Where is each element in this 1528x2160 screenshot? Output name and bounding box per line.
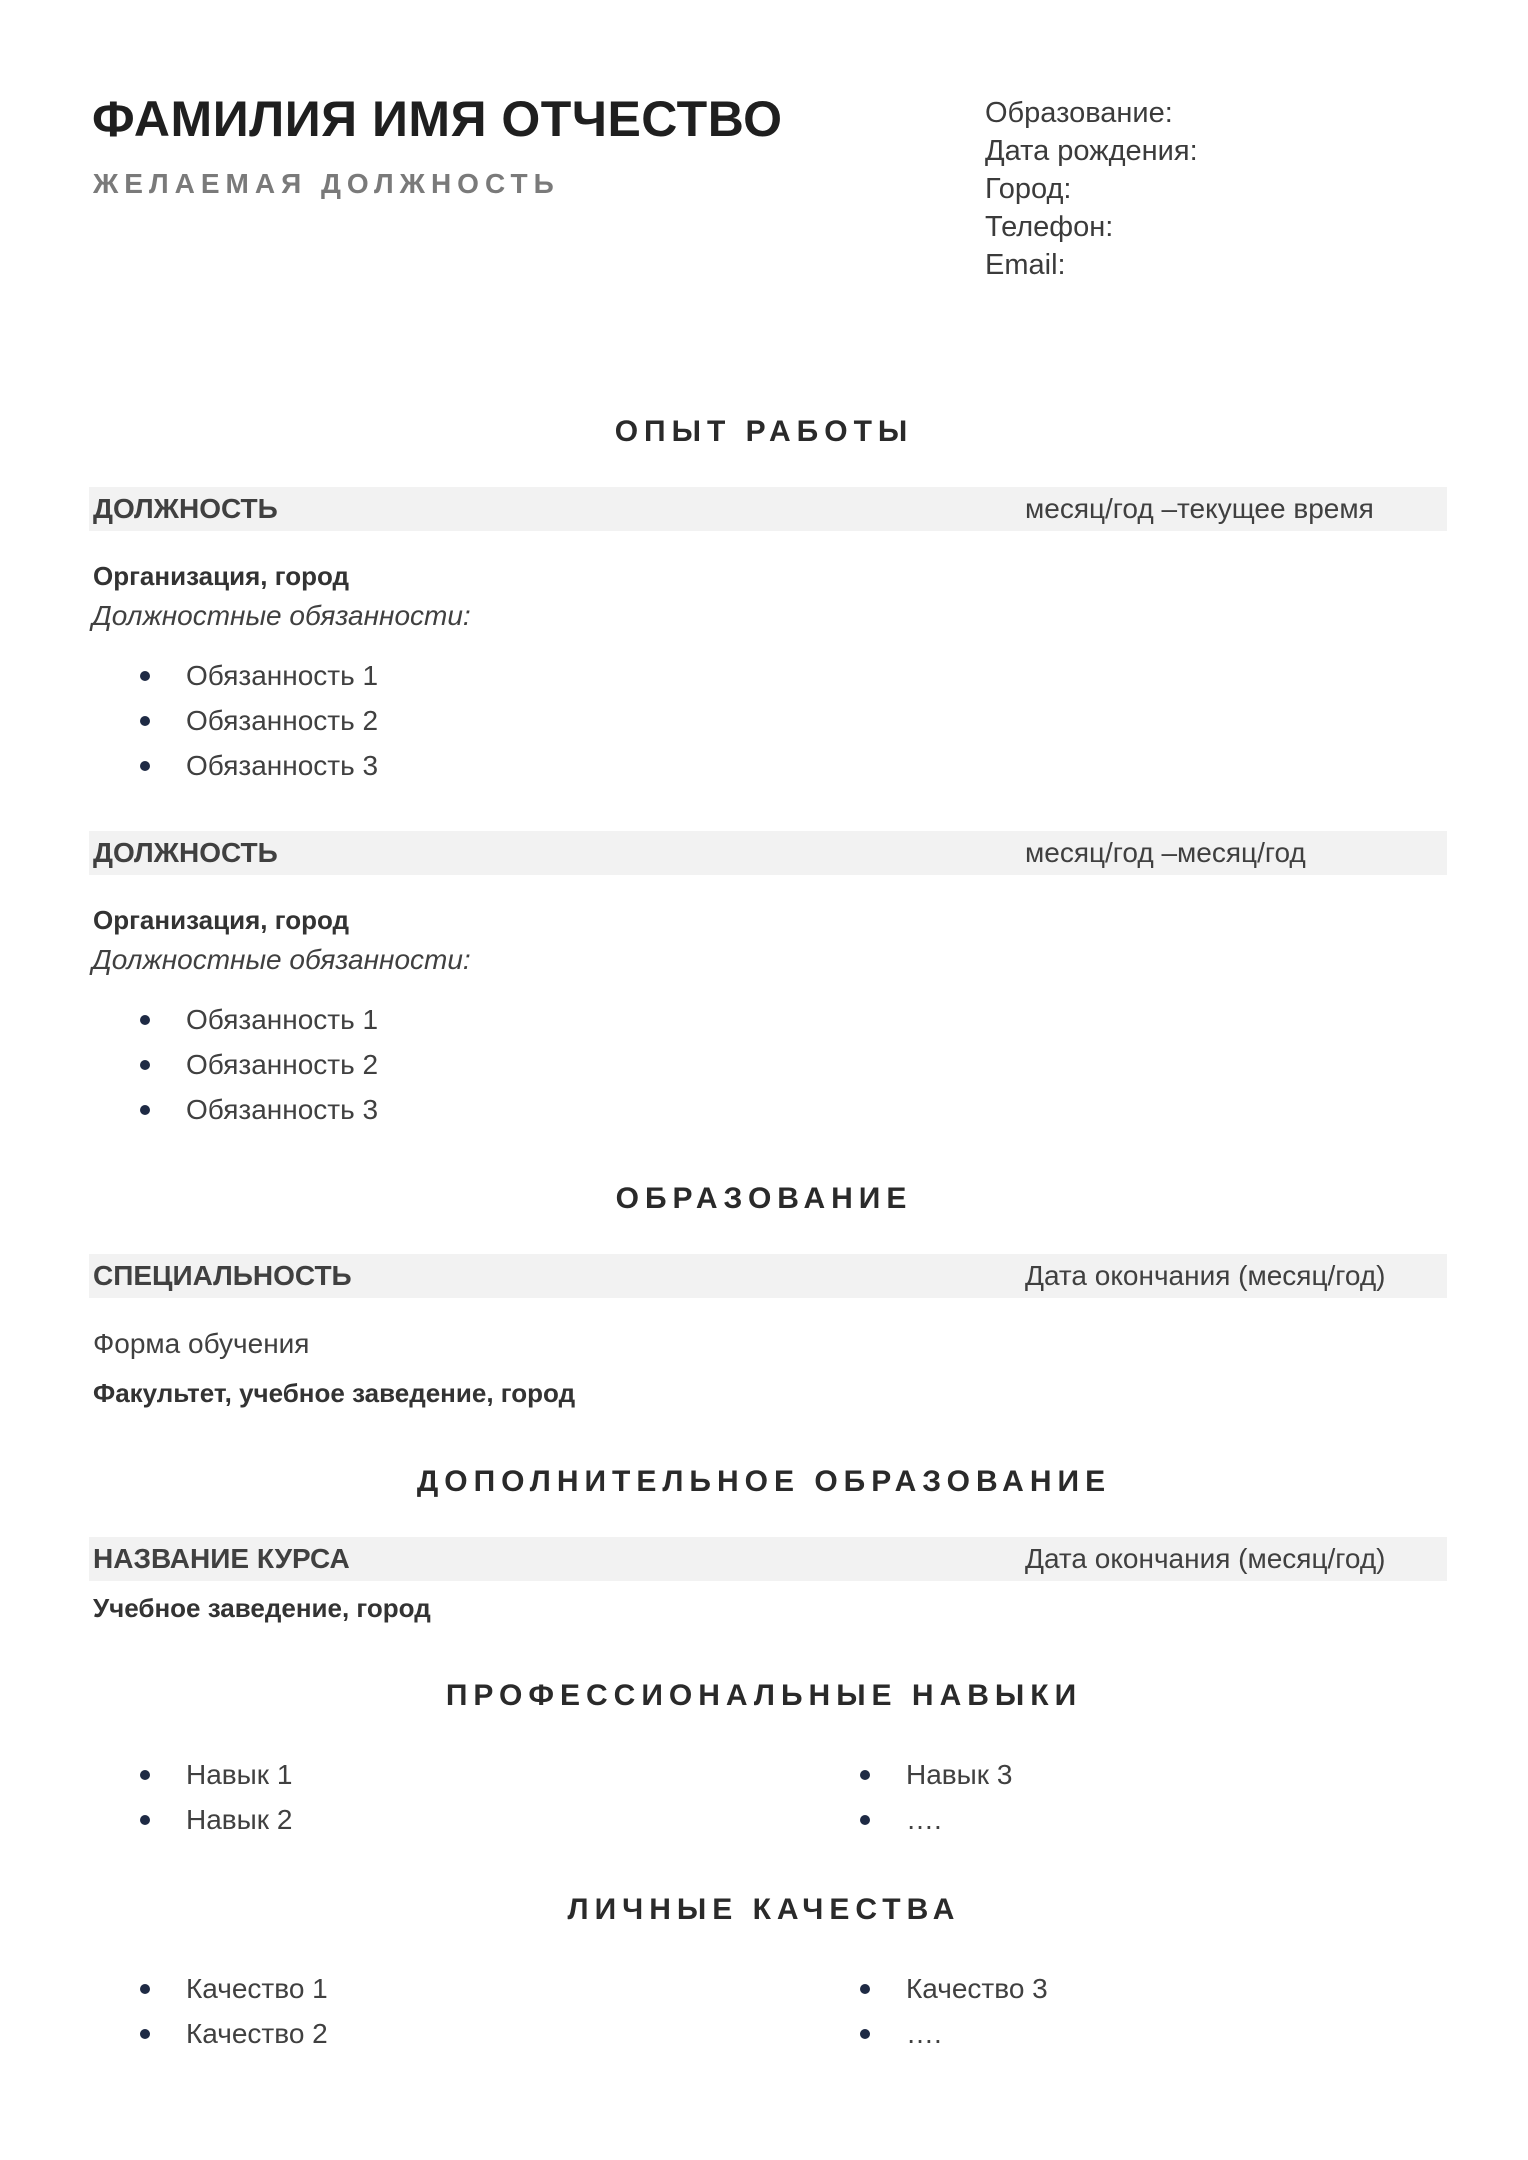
bullet-icon <box>140 671 150 681</box>
job-duties-list <box>140 653 378 788</box>
contact-city: Город: <box>985 173 1072 205</box>
qualities-list-left <box>140 1966 328 2056</box>
course-end-date: Дата окончания (месяц/год) <box>1025 1543 1386 1574</box>
list-item: Навык 2 <box>140 1797 292 1842</box>
job-period: месяц/год –текущее время <box>1025 493 1374 524</box>
job-position: ДОЛЖНОСТЬ <box>93 837 278 868</box>
job-position: ДОЛЖНОСТЬ <box>93 493 278 524</box>
list-item: Обязанность 2 <box>140 698 378 743</box>
full-name: ФАМИЛИЯ ИМЯ ОТЧЕСТВО <box>92 91 783 147</box>
bullet-icon <box>860 1984 870 1994</box>
bullet-icon <box>140 716 150 726</box>
list-item: Качество 1 <box>140 1966 328 2011</box>
bullet-icon <box>140 1984 150 1994</box>
skills-list-right <box>860 1752 1012 1842</box>
list-item: Обязанность 2 <box>140 1042 378 1087</box>
section-title-qualities: ЛИЧНЫЕ КАЧЕСТВА <box>567 1893 961 1926</box>
bullet-icon <box>140 1060 150 1070</box>
list-item: Качество 3 <box>860 1966 1048 2011</box>
section-title-additional-education: ДОПОЛНИТЕЛЬНОЕ ОБРАЗОВАНИЕ <box>416 1465 1112 1498</box>
bullet-icon <box>860 2029 870 2039</box>
education-header-bar <box>89 1254 1447 1298</box>
skills-list-left <box>140 1752 292 1842</box>
job-period: месяц/год –месяц/год <box>1025 837 1306 868</box>
contacts-block <box>985 94 1198 284</box>
job-header-bar <box>89 487 1447 531</box>
section-title-experience: ОПЫТ РАБОТЫ <box>614 415 914 448</box>
list-item: Обязанность 1 <box>140 653 378 698</box>
list-item: Обязанность 1 <box>140 997 378 1042</box>
education-study-form: Форма обучения <box>93 1328 310 1359</box>
list-item: Навык 1 <box>140 1752 292 1797</box>
education-specialty: СПЕЦИАЛЬНОСТЬ <box>93 1260 352 1291</box>
list-item: Качество 2 <box>140 2011 328 2056</box>
job-organization: Организация, город <box>93 561 350 591</box>
list-item: Обязанность 3 <box>140 1087 378 1132</box>
section-title-skills: ПРОФЕССИОНАЛЬНЫЕ НАВЫКИ <box>445 1679 1083 1712</box>
job-duties-list <box>140 997 378 1132</box>
education-institution: Факультет, учебное заведение, город <box>93 1378 576 1408</box>
list-item: Навык 3 <box>860 1752 1012 1797</box>
list-item: …. <box>860 1797 1012 1842</box>
contact-email: Email: <box>985 249 1066 281</box>
qualities-list-right <box>860 1966 1048 2056</box>
bullet-icon <box>140 1015 150 1025</box>
contact-education: Образование: <box>985 97 1173 129</box>
bullet-icon <box>140 1105 150 1115</box>
bullet-icon <box>140 761 150 771</box>
bullet-icon <box>140 1770 150 1780</box>
bullet-icon <box>860 1770 870 1780</box>
list-item: …. <box>860 2011 1048 2056</box>
contact-birth-date: Дата рождения: <box>985 135 1198 167</box>
course-name: НАЗВАНИЕ КУРСА <box>93 1543 350 1574</box>
bullet-icon <box>860 1815 870 1825</box>
section-title-education: ОБРАЗОВАНИЕ <box>615 1182 913 1215</box>
course-header-bar <box>89 1537 1447 1581</box>
job-organization: Организация, город <box>93 905 350 935</box>
job-header-bar <box>89 831 1447 875</box>
contact-phone: Телефон: <box>985 211 1114 243</box>
list-item: Обязанность 3 <box>140 743 378 788</box>
course-institution: Учебное заведение, город <box>93 1593 431 1623</box>
bullet-icon <box>140 1815 150 1825</box>
education-end-date: Дата окончания (месяц/год) <box>1025 1260 1386 1291</box>
desired-position: ЖЕЛАЕМАЯ ДОЛЖНОСТЬ <box>93 168 560 199</box>
job-duties-label: Должностные обязанности: <box>92 600 471 631</box>
bullet-icon <box>140 2029 150 2039</box>
job-duties-label: Должностные обязанности: <box>92 944 471 975</box>
